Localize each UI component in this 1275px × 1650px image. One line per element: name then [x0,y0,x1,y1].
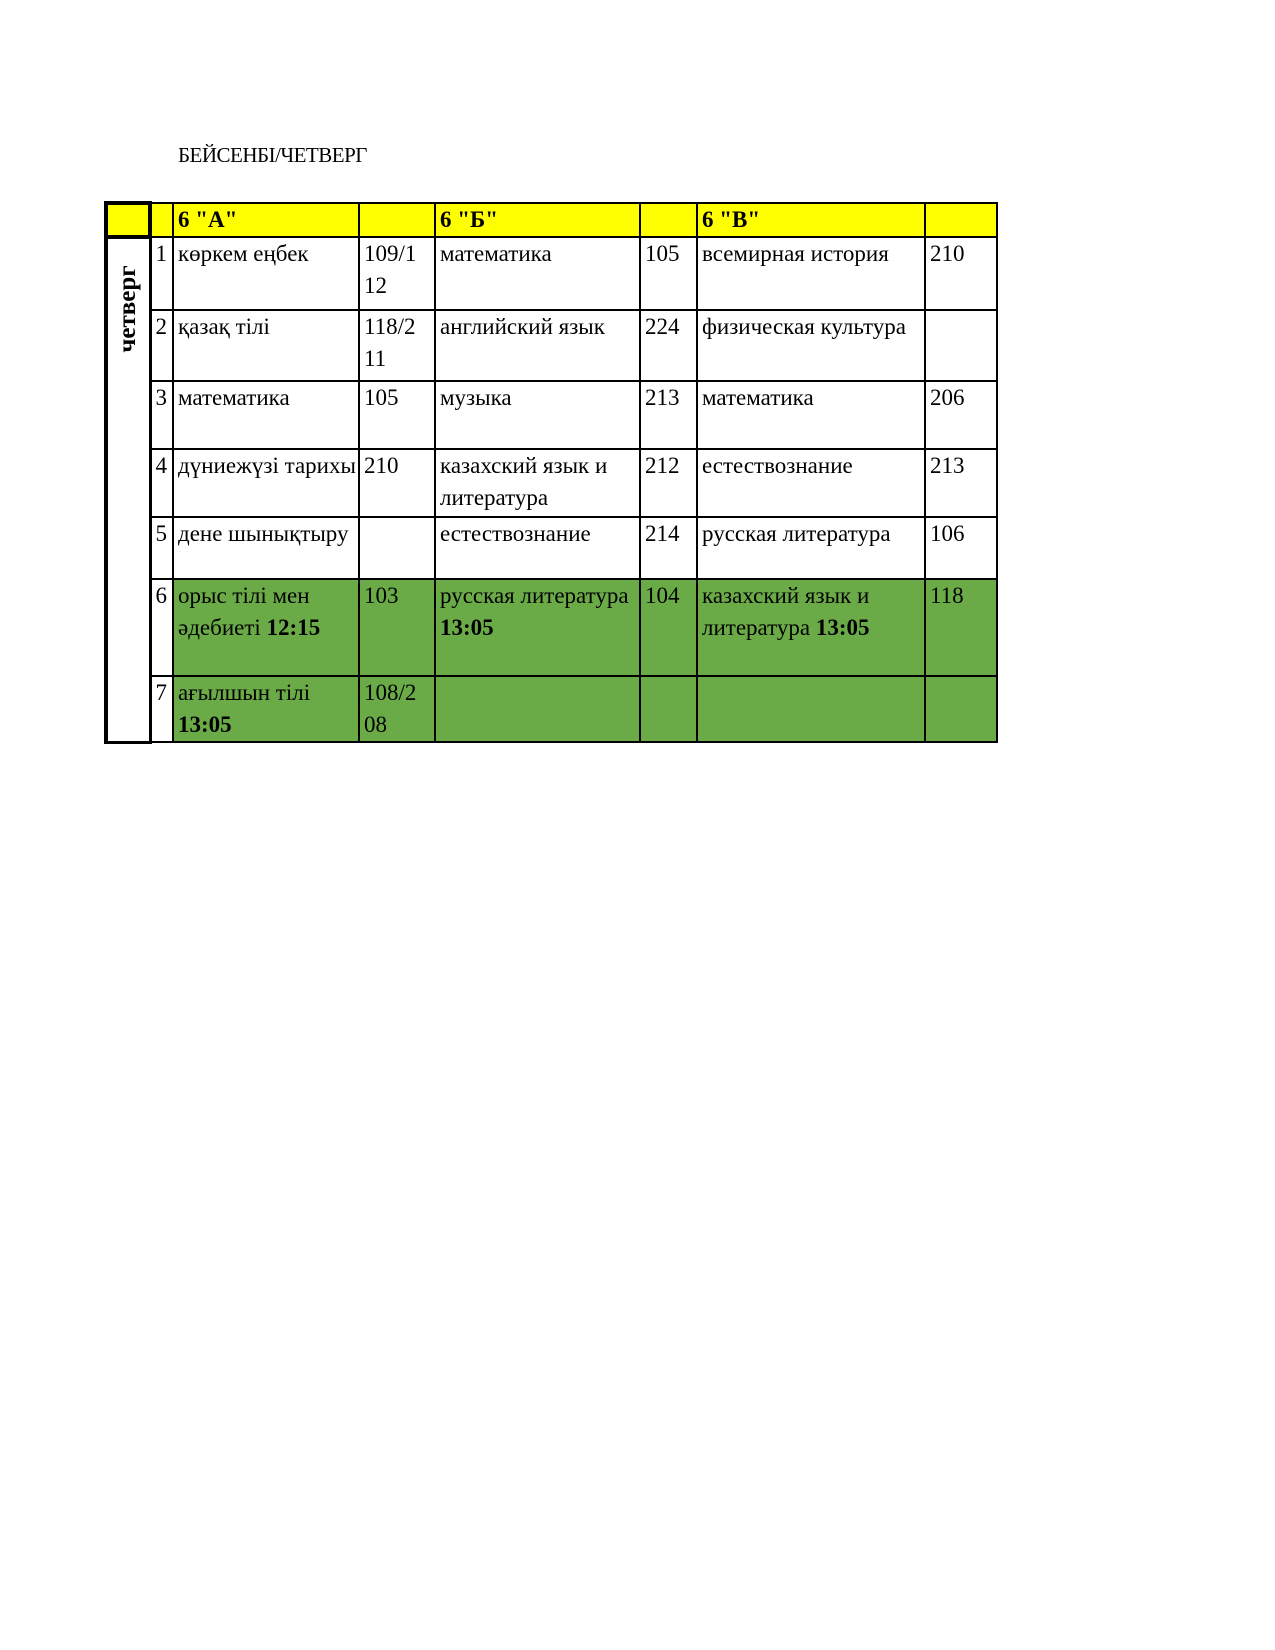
room-cell: 108/2 08 [359,676,435,742]
room-header [359,203,435,237]
room-cell: 109/1 12 [359,237,435,310]
room-cell: 210 [359,449,435,517]
room-cell [925,676,997,742]
subject-cell: музыка [435,381,640,449]
room-cell: 214 [640,517,697,579]
subject-cell: математика [435,237,640,310]
lesson-number: 5 [150,517,173,579]
subject-cell: естествознание [697,449,925,517]
subject-cell: казахский язык и литература [435,449,640,517]
class-header: 6 "В" [697,203,925,237]
header-row [106,203,997,237]
lesson-row [106,381,997,449]
subject-cell: английский язык [435,310,640,381]
page-title: БЕЙСЕНБІ/ЧЕТВЕРГ [178,143,367,167]
subject-cell: көркем еңбек [173,237,359,310]
room-cell: 210 [925,237,997,310]
lesson-number: 4 [150,449,173,517]
class-header: 6 "А" [173,203,359,237]
lesson-row [106,237,997,310]
room-cell: 206 [925,381,997,449]
lesson-number: 3 [150,381,173,449]
subject-text: русская литература [440,583,629,608]
room-cell: 105 [640,237,697,310]
room-cell [640,676,697,742]
subject-text: казахский язык и литература [702,583,870,640]
room-cell [359,517,435,579]
subject-cell: математика [697,381,925,449]
subject-cell: математика [173,381,359,449]
lesson-number: 2 [150,310,173,381]
subject-cell: всемирная история [697,237,925,310]
subject-cell [435,676,640,742]
subject-cell: дене шынықтыру [173,517,359,579]
room-cell: 213 [640,381,697,449]
subject-cell: естествознание [435,517,640,579]
lesson-time: 12:15 [266,615,321,640]
lesson-row [106,449,997,517]
lesson-time: 13:05 [440,615,494,640]
schedule-table [104,201,998,744]
lesson-row [106,517,997,579]
header-num-cell [150,203,173,237]
subject-text: орыс тілі мен әдебиеті [178,583,310,640]
room-cell: 212 [640,449,697,517]
room-cell: 224 [640,310,697,381]
lesson-time: 13:05 [815,615,870,640]
lesson-number: 1 [150,237,173,310]
lesson-row [106,310,997,381]
subject-cell [697,676,925,742]
room-cell: 213 [925,449,997,517]
lesson-row [106,676,997,742]
room-header [640,203,697,237]
subject-cell [697,579,925,676]
subject-cell: дүниежүзі тарихы [173,449,359,517]
subject-cell [173,676,359,742]
room-cell [925,310,997,381]
day-label: четверг [114,265,142,353]
subject-cell [435,579,640,676]
day-cell [106,237,150,742]
class-header: 6 "Б" [435,203,640,237]
subject-cell: физическая культура [697,310,925,381]
room-cell: 104 [640,579,697,676]
subject-cell: русская литература [697,517,925,579]
room-header [925,203,997,237]
corner-cell [106,203,150,237]
lesson-row [106,579,997,676]
lesson-number: 6 [150,579,173,676]
room-cell: 118 [925,579,997,676]
subject-cell [173,579,359,676]
subject-cell: қазақ тілі [173,310,359,381]
room-cell: 103 [359,579,435,676]
room-cell: 118/2 11 [359,310,435,381]
lesson-number: 7 [150,676,173,742]
room-cell: 105 [359,381,435,449]
lesson-time: 13:05 [178,712,232,737]
subject-text: ағылшын тілі [178,680,311,705]
room-cell: 106 [925,517,997,579]
